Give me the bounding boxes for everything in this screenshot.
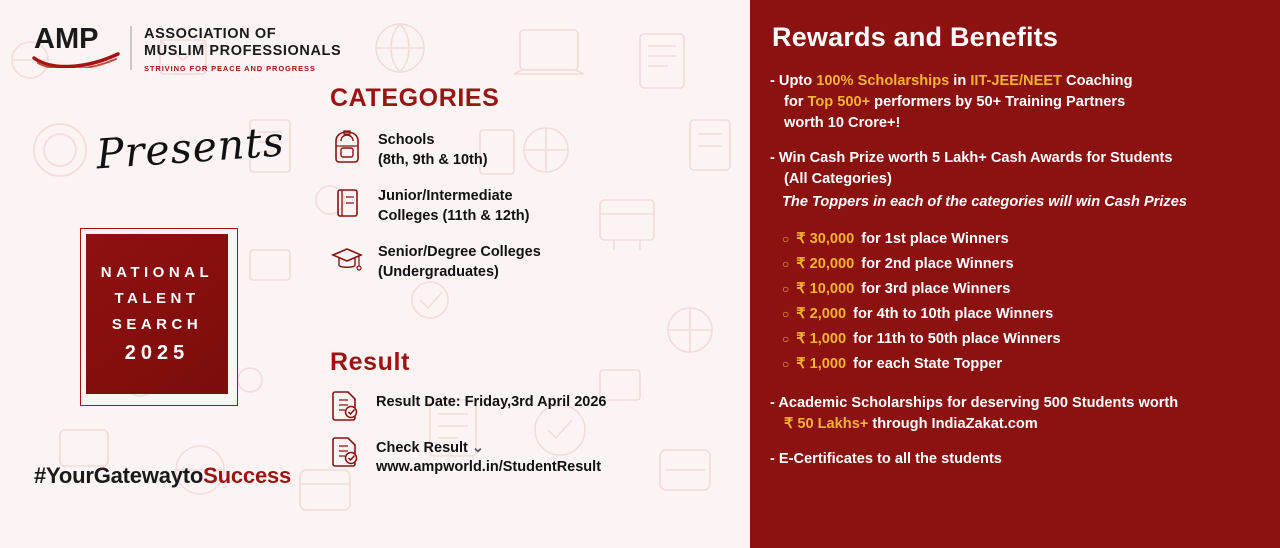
- org-name: [144, 24, 341, 73]
- amp-wordmark: AMP: [34, 23, 99, 55]
- reward-cash-prize: [764, 148, 1256, 213]
- prize-list: [764, 227, 1256, 377]
- hashtag-accent: Success: [203, 463, 292, 488]
- circle-bullet-icon: ○: [782, 307, 790, 321]
- badge-line-3: SEARCH: [111, 315, 203, 333]
- category-line-1: Senior/Degree Colleges: [378, 244, 541, 260]
- categories-title: CATEGORIES: [330, 84, 500, 112]
- document-check-icon: [330, 435, 364, 471]
- result-date-text: Result Date: Friday,3rd April 2026: [376, 394, 607, 410]
- cash-prize-note: The Toppers in each of the categories will win Cash Prizes: [782, 194, 1187, 210]
- prize-amount: ₹ 10,000: [796, 281, 855, 297]
- reward-line-2: [770, 92, 1256, 113]
- category-line-1: Schools: [378, 132, 435, 148]
- check-result-label-row: [376, 439, 601, 458]
- prize-row: [782, 352, 1256, 377]
- badge-year: 2025: [124, 341, 190, 364]
- prize-amount: ₹ 30,000: [796, 231, 855, 247]
- reward-academic-scholarships: [764, 393, 1256, 435]
- category-line-2: Colleges (11th & 12th): [378, 208, 530, 224]
- prize-amount: ₹ 1,000: [796, 356, 847, 372]
- academic-amount: ₹ 50 Lakhs+: [784, 416, 869, 432]
- check-result-text: [376, 435, 601, 477]
- prize-amount: ₹ 1,000: [796, 331, 847, 347]
- circle-bullet-icon: ○: [782, 257, 790, 271]
- reward-prefix: - Upto: [770, 73, 817, 89]
- result-url[interactable]: www.ampworld.in/StudentResult: [376, 459, 602, 475]
- result-date-row: [330, 389, 710, 425]
- category-item-schools: [330, 129, 690, 170]
- reward-certificates: - E-Certificates to all the students: [770, 451, 1002, 467]
- rewards-title: Rewards and Benefits: [772, 22, 1059, 52]
- prize-row: [782, 227, 1256, 252]
- chevron-down-icon[interactable]: ⌄: [471, 440, 485, 456]
- category-label: [378, 129, 488, 170]
- cash-prize-line-1: - Win Cash Prize worth 5 Lakh+ Cash Awards for Students: [770, 150, 1173, 166]
- prize-text: for 1st place Winners: [861, 231, 1009, 247]
- circle-bullet-icon: ○: [782, 332, 790, 346]
- category-item-junior-colleges: [330, 185, 690, 226]
- prize-row: [782, 252, 1256, 277]
- cash-prize-line-2: (All Categories): [784, 171, 892, 187]
- academic-line-2: [770, 414, 1256, 435]
- prize-text: for 11th to 50th place Winners: [853, 331, 1061, 347]
- prize-amount: ₹ 20,000: [796, 256, 855, 272]
- prize-row: [782, 302, 1256, 327]
- national-talent-search-badge: [86, 234, 228, 394]
- reward-suffix: Coaching: [1061, 73, 1133, 89]
- prize-text: for 4th to 10th place Winners: [853, 306, 1054, 322]
- category-line-2: (8th, 9th & 10th): [378, 152, 488, 168]
- book-icon: [330, 185, 364, 221]
- amp-swoosh-icon: [32, 50, 122, 68]
- check-result-row[interactable]: [330, 435, 710, 477]
- reward-highlight-scholarship: 100% Scholarships: [816, 73, 950, 89]
- document-check-icon: [330, 389, 364, 425]
- amp-logo-mark: [34, 24, 118, 72]
- right-panel: [750, 0, 1280, 548]
- org-line-1: ASSOCIATION OF: [144, 26, 277, 42]
- prize-text: for 2nd place Winners: [861, 256, 1014, 272]
- prize-text: for each State Topper: [853, 356, 1003, 372]
- backpack-icon: [330, 129, 364, 165]
- circle-bullet-icon: ○: [782, 282, 790, 296]
- badge-line-1: NATIONAL: [100, 263, 214, 281]
- reward-line2-pre: for: [784, 94, 808, 110]
- graduation-cap-icon: [330, 241, 364, 277]
- prize-row: [782, 277, 1256, 302]
- reward-line2-highlight: Top 500+: [807, 94, 871, 110]
- presents-text: Presents: [94, 117, 287, 179]
- logo-divider: [130, 26, 132, 70]
- org-line-2: MUSLIM PROFESSIONALS: [144, 43, 342, 59]
- reward-mid: in: [949, 73, 971, 89]
- reward-line2-post: performers by 50+ Training Partners: [870, 94, 1126, 110]
- circle-bullet-icon: ○: [782, 232, 790, 246]
- circle-bullet-icon: ○: [782, 357, 790, 371]
- reward-highlight-exam: IIT-JEE/NEET: [970, 73, 1062, 89]
- category-item-degree-colleges: [330, 241, 690, 282]
- category-label: [378, 185, 529, 226]
- categories-section: [330, 84, 690, 297]
- amp-logo: [34, 24, 341, 73]
- badge-line-2: TALENT: [114, 289, 200, 307]
- result-title: Result: [330, 348, 411, 376]
- category-line-2: (Undergraduates): [378, 264, 499, 280]
- prize-amount: ₹ 2,000: [796, 306, 847, 322]
- reward-line-3: worth 10 Crore+!: [784, 115, 901, 131]
- category-label: [378, 241, 541, 282]
- academic-line-1: - Academic Scholarships for deserving 500 Students worth: [770, 395, 1179, 411]
- category-line-1: Junior/Intermediate: [378, 188, 513, 204]
- reward-scholarships: [764, 71, 1256, 134]
- hashtag-slogan: [34, 463, 291, 489]
- hashtag-main: #YourGatewayto: [34, 463, 204, 488]
- prize-text: for 3rd place Winners: [861, 281, 1011, 297]
- check-result-label: Check Result: [376, 440, 468, 456]
- result-section: [330, 348, 710, 487]
- academic-line2-rest: through IndiaZakat.com: [868, 416, 1038, 432]
- prize-row: [782, 327, 1256, 352]
- org-tagline: STRIVING FOR PEACE AND PROGRESS: [144, 64, 316, 73]
